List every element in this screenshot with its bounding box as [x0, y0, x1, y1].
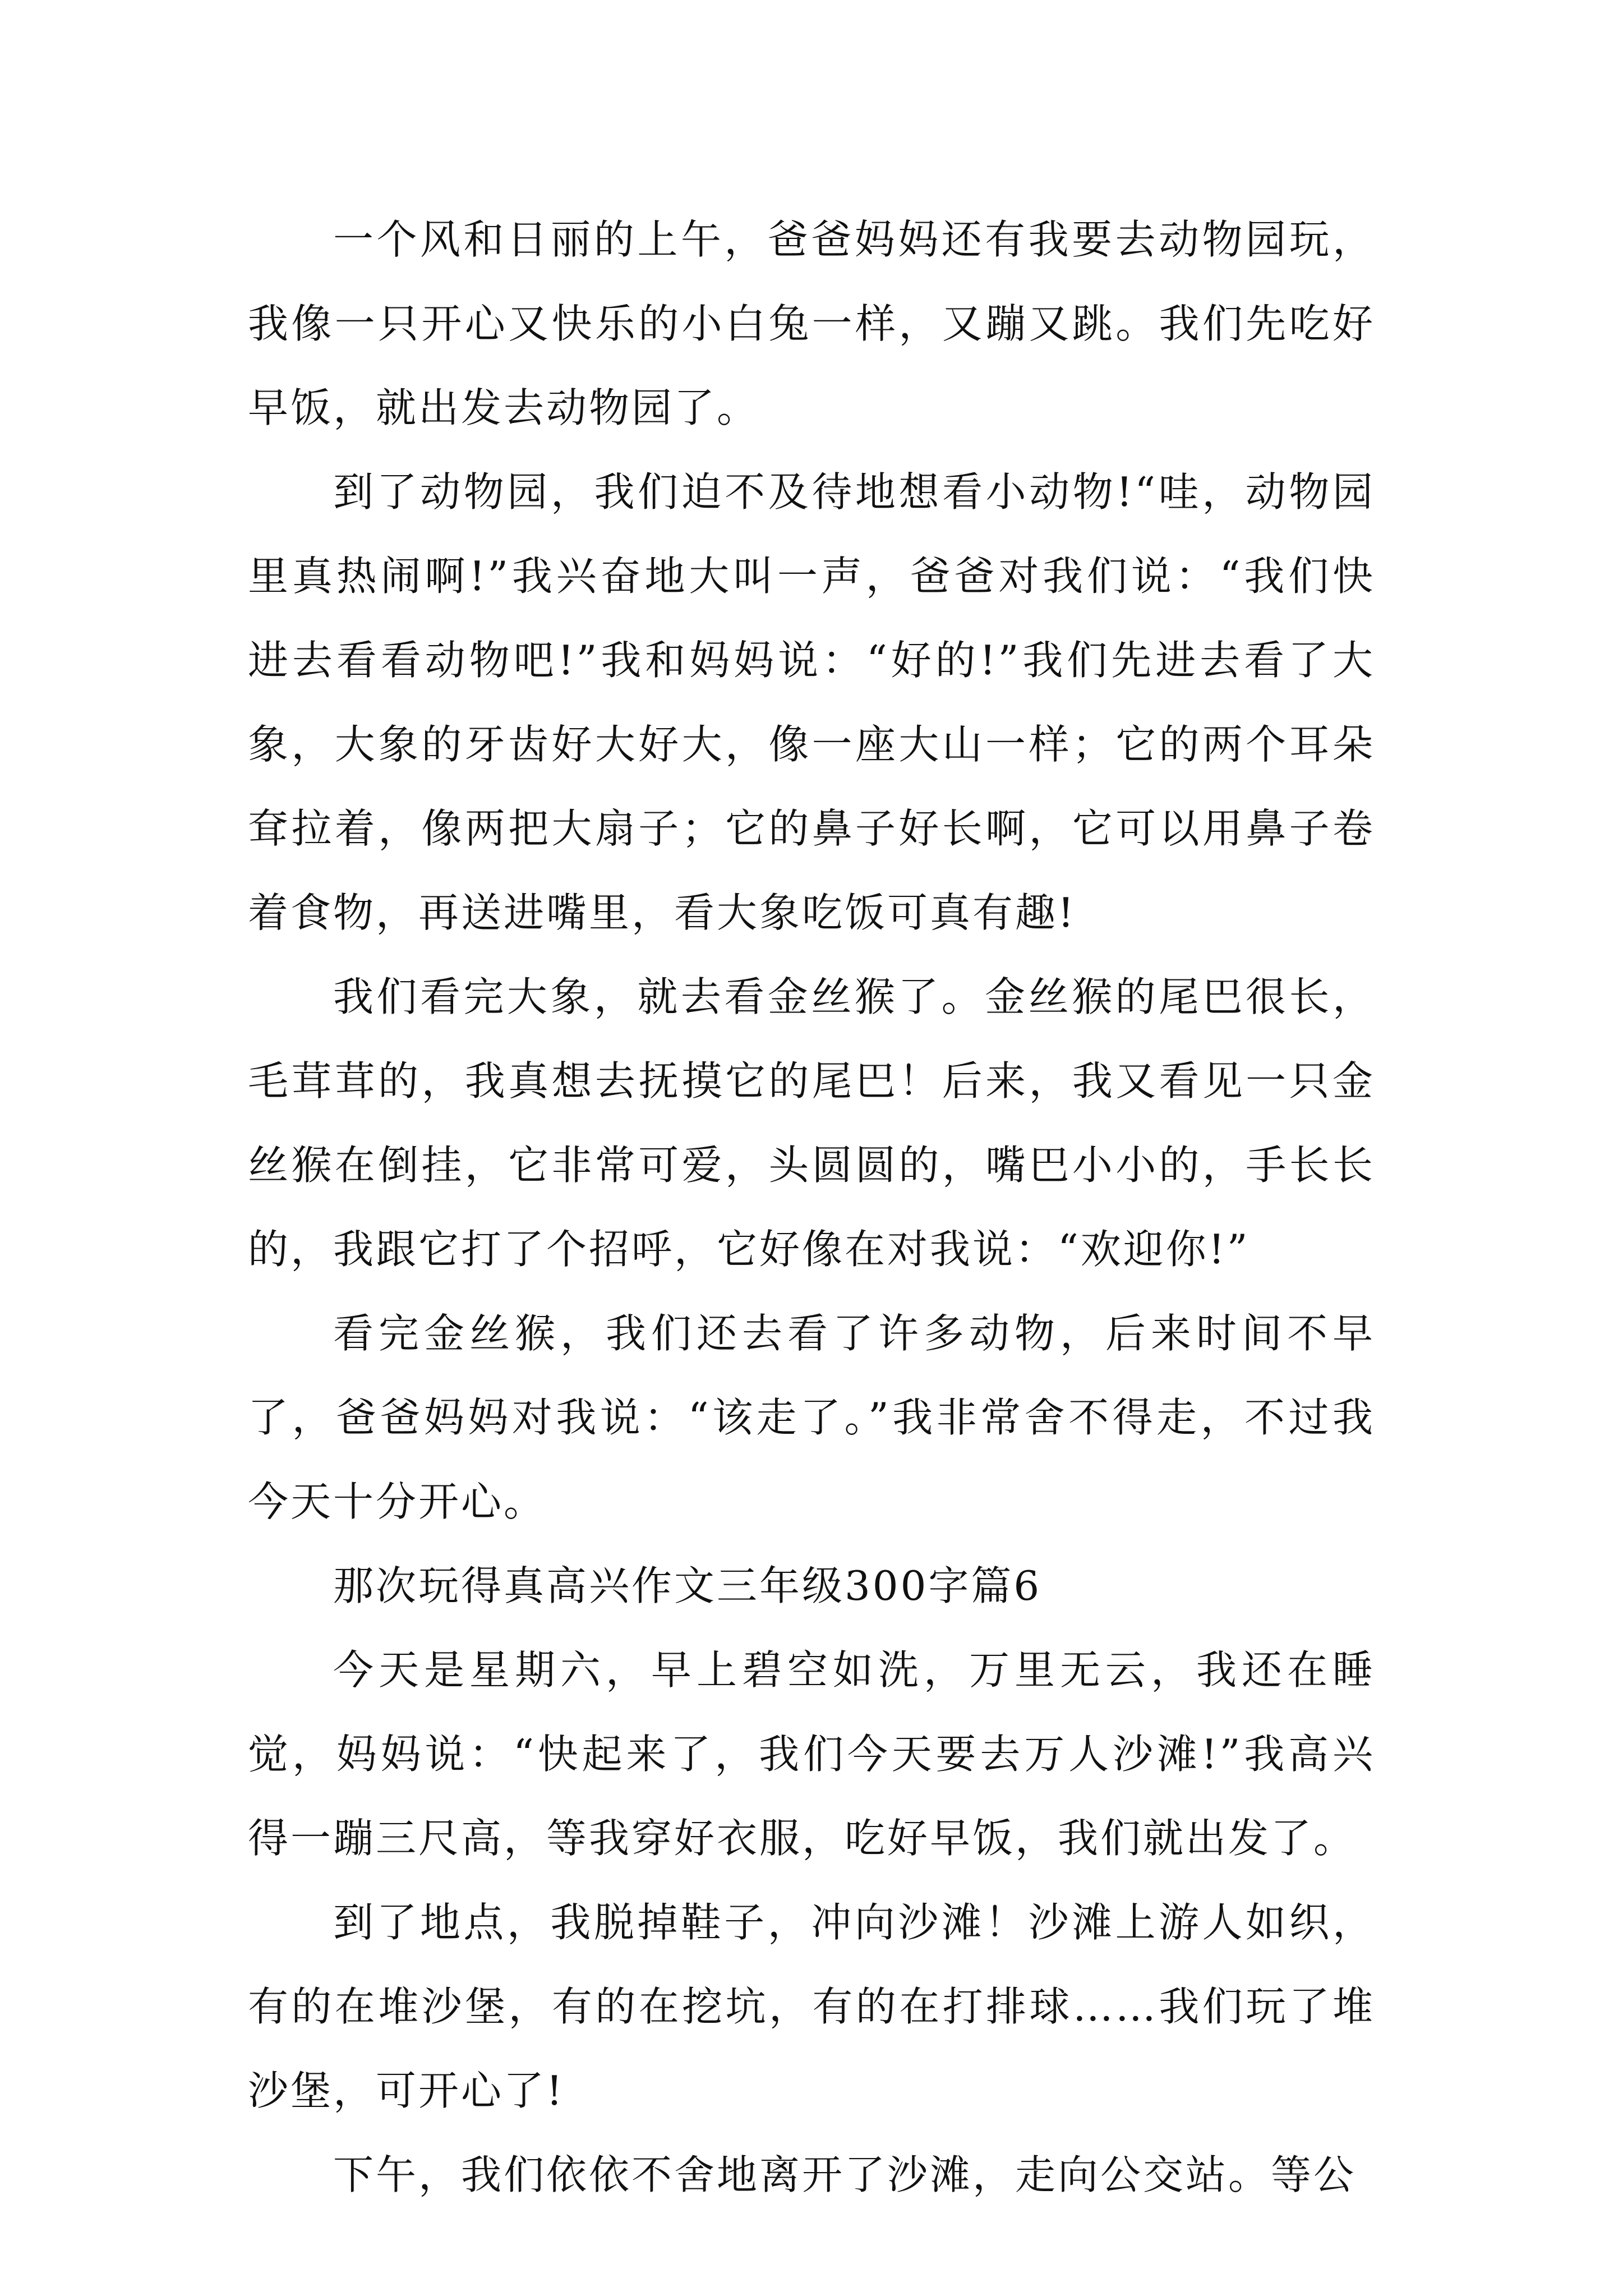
- paragraph-7: 下午，我们依依不舍地离开了沙滩，走向公交站。等公: [333, 2151, 1357, 2198]
- section-title: 那次玩得真高兴作文三年级300字篇6: [333, 1562, 1042, 1609]
- paragraph-4: 看完金丝猴，我们还去看了许多动物，后来时间不早了，爸爸妈妈对我说：“该走了。”我非常舍不得走，不过我今天十分开心。: [248, 1310, 1375, 1525]
- paragraph-1: 一个风和日丽的上午，爸爸妈妈还有我要去动物园玩，我像一只开心又快乐的小白兔一样，又蹦又跳。我们先吃好早饭，就出发去动物园了。: [248, 216, 1375, 431]
- paragraph-5: 今天是星期六，早上碧空如洗，万里无云，我还在睡觉，妈妈说：“快起来了，我们今天要去万人沙滩!”我高兴得一蹦三尺高，等我穿好衣服，吃好早饭，我们就出发了。: [248, 1646, 1375, 1862]
- document-body: [248, 197, 1375, 2217]
- paragraph-6: 到了地点，我脱掉鞋子，冲向沙滩！沙滩上游人如织，有的在堆沙堡，有的在挖坑，有的在打排球……我们玩了堆沙堡，可开心了!: [248, 1899, 1375, 2114]
- paragraph-3: 我们看完大象，就去看金丝猴了。金丝猴的尾巴很长，毛茸茸的，我真想去抚摸它的尾巴！后来，我又看见一只金丝猴在倒挂，它非常可爱，头圆圆的，嘴巴小小的，手长长的，我跟它打了个招呼，它好像在对我说：“欢迎你!”: [248, 973, 1375, 1273]
- paragraph-2: 到了动物园，我们迫不及待地想看小动物!“哇，动物园里真热闹啊!”我兴奋地大叫一声，爸爸对我们说：“我们快进去看看动物吧!”我和妈妈说：“好的!”我们先进去看了大象，大象的牙齿好大好大，像一座大山一样；它的两个耳朵耷拉着，像两把大扇子；它的鼻子好长啊，它可以用鼻子卷着食物，再送进嘴里，看大象吃饭可真有趣!: [248, 468, 1375, 936]
